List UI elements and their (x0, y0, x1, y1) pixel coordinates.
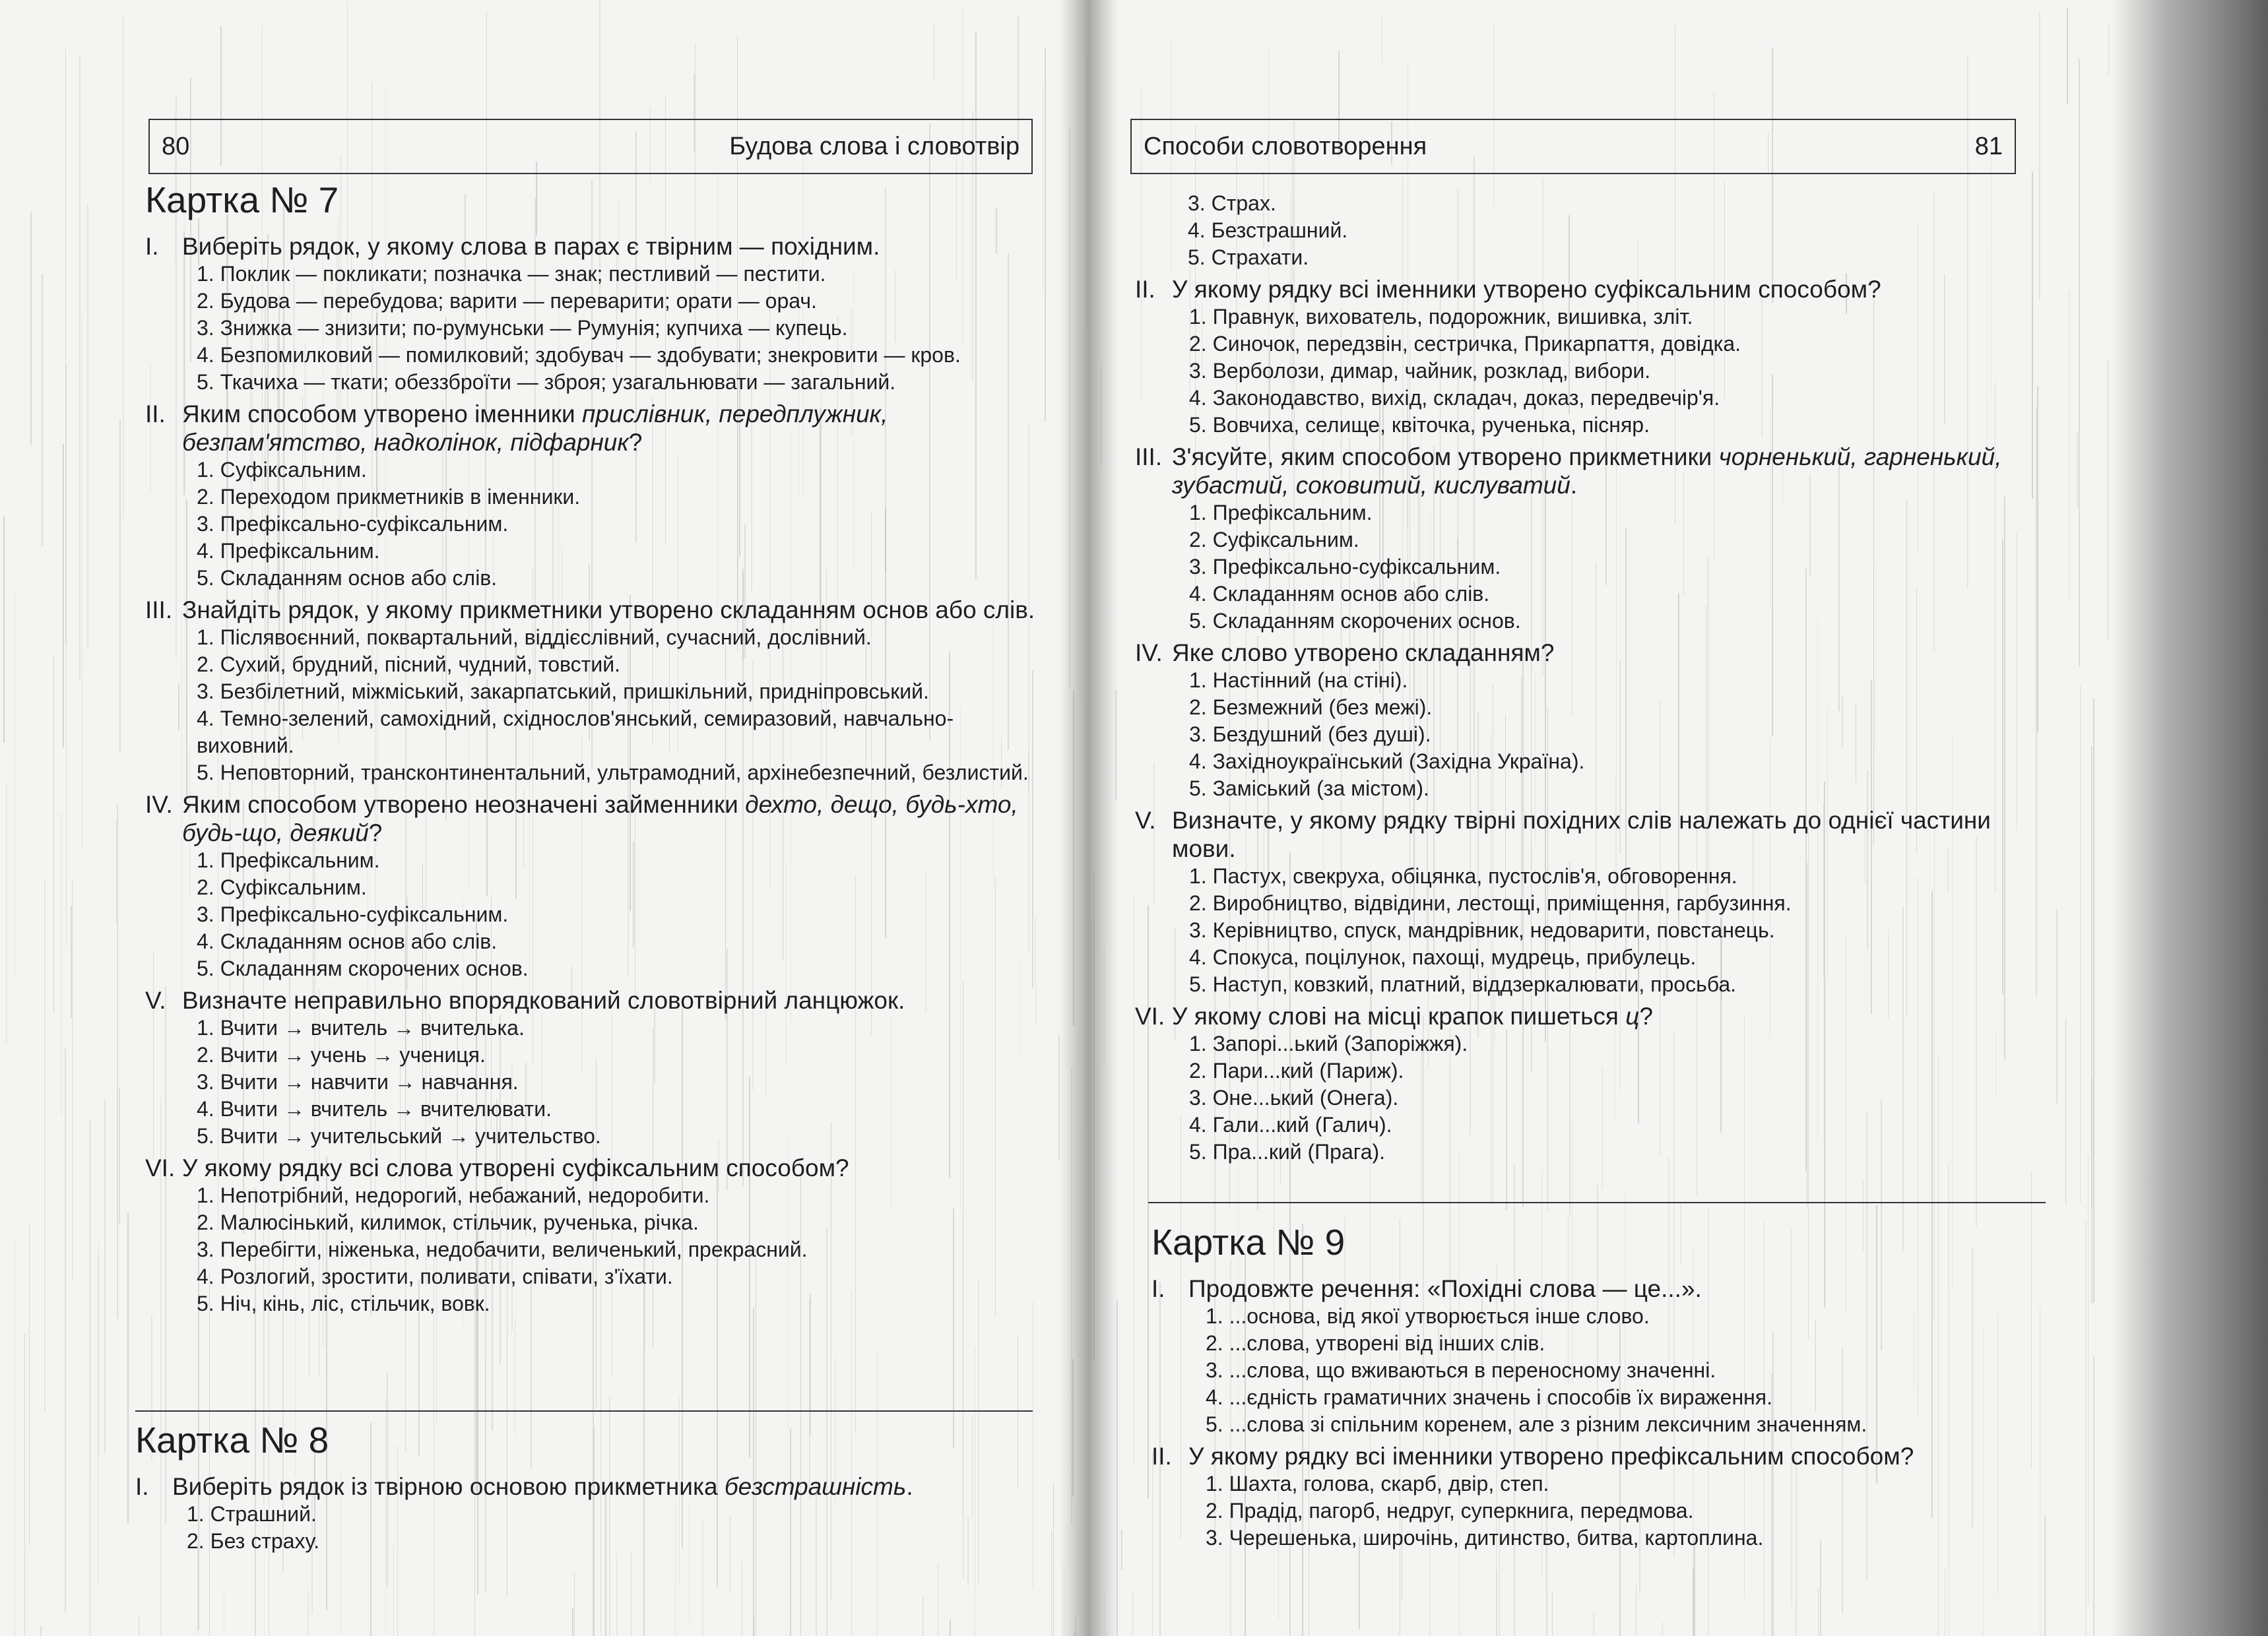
scan-streak (79, 57, 81, 679)
scan-streak (1086, 705, 1087, 1127)
question-number: II. (1135, 276, 1155, 303)
question-body (182, 400, 1043, 456)
answer-option: 5. Заміський (за містом). (1189, 776, 1429, 800)
answer-option: 1. ...основа, від якої утворюється інше слово. (1206, 1304, 1650, 1328)
question-text (145, 232, 1043, 261)
scan-streak (1104, 949, 1105, 1065)
scan-streak (104, 1100, 106, 1453)
scan-streak (1117, 1300, 1118, 1636)
question-number: III. (1135, 443, 1163, 470)
question (145, 1154, 1043, 1317)
answer-option: 5. Складанням скорочених основ. (1189, 609, 1521, 633)
question-emphasis: прислівник, передплужник, безпам'ятство, надколінок, підфарник (182, 400, 888, 456)
scan-streak (42, 274, 43, 546)
question-body (1172, 443, 2039, 499)
answer-option: 3. Знижка — знизити; по-румунськи — Румунія; купчиха — купець. (197, 316, 848, 340)
scan-streak (63, 444, 64, 747)
answer-option: 3. Бездушний (без душі). (1189, 722, 1431, 746)
answer-option: 3. Префіксально-суфіксальним. (1189, 555, 1501, 579)
question-text (145, 596, 1043, 624)
question-tail: ? (1639, 1003, 1653, 1030)
answer-option: 3. Безбілетний, міжміський, закарпатський, пришкільний, придніпровський. (197, 679, 929, 703)
question-number: II. (145, 400, 166, 427)
question-emphasis: дехто, дещо, будь-хто, будь-що, деякий (182, 791, 1018, 846)
question-text (1151, 1442, 2046, 1470)
scan-streak (1058, 1034, 1060, 1160)
running-title: Будова слова і словотвір (729, 132, 1020, 160)
answer-option: 2. Пари...кий (Париж). (1189, 1059, 1404, 1083)
card-9 (1151, 1219, 2046, 1552)
answer-option: 3. Префіксально-суфіксальним. (197, 902, 509, 926)
question-body: Визначте, у якому рядку твірні похідних слів належать до однієї частини мови. (1172, 807, 1991, 862)
question-number: IV. (145, 791, 173, 818)
question-number: I. (135, 1473, 149, 1500)
scan-streak (71, 906, 72, 1018)
question (145, 400, 1043, 592)
card-title: Картка № 7 (145, 179, 339, 220)
scan-streak (44, 879, 46, 1411)
answer-option: 2. Суфіксальним. (1189, 528, 1359, 551)
question-text (145, 986, 1043, 1015)
scan-streak (1093, 871, 1095, 1360)
answer-option: 5. Ткачиха — ткати; обеззброїти — зброя; узагальнювати — загальний. (197, 370, 896, 394)
scan-streak (116, 820, 117, 924)
question-lead: У якому слові на місці крапок пишеться (1172, 1003, 1626, 1030)
question-text (145, 790, 1043, 847)
answer-option: 5. Пра...кий (Прага). (1189, 1140, 1386, 1164)
page-number: 81 (1974, 132, 2003, 160)
answer-option: 5. ...слова зі спільним коренем, але з різним лексичним значенням. (1206, 1412, 1867, 1436)
question-lead: Яким способом утворено іменники (182, 400, 583, 427)
scan-streak (1053, 1482, 1054, 1636)
left-page (119, 0, 1043, 1636)
question-number: VI. (1135, 1003, 1165, 1030)
answer-option: 5. Вовчиха, селище, квіточка, рученька, пісняр. (1189, 413, 1650, 437)
question-list (135, 1472, 1039, 1555)
spine-shadow (1059, 0, 1118, 1636)
question-number: I. (145, 233, 159, 260)
question-text (1135, 275, 2039, 303)
scan-streak (2077, 433, 2078, 507)
scan-streak (1091, 919, 1092, 1361)
question-text (1135, 639, 2039, 667)
answer-option: 3. Перебігти, ніженька, недобачити, величенький, прекрасний. (197, 1238, 808, 1261)
scan-streak (117, 804, 118, 1319)
question-body: Знайдіть рядок, у якому прикметники утворено складанням основ або слів. (182, 596, 1035, 623)
question-number: V. (1135, 807, 1156, 834)
question (1135, 806, 2039, 998)
question-text (135, 1472, 1039, 1501)
question (1135, 1002, 2039, 1166)
answer-option: 4. Вчити → вчитель → вчителювати. (197, 1097, 552, 1121)
question-body (182, 790, 1043, 847)
answer-option: 2. Виробництво, відвідини, лестощі, приміщення, гарбузиння. (1189, 891, 1792, 915)
page-number: 80 (162, 132, 190, 160)
scan-streak (2093, 1356, 2094, 1636)
answer-option: 3. Верболози, димар, чайник, розклад, вибори. (1189, 359, 1651, 383)
scan-streak (3, 517, 5, 743)
answer-option: 1. Настінний (на стіні). (1189, 668, 1408, 692)
question-body: У якому рядку всі іменники утворено префіксальним способом? (1188, 1443, 1914, 1470)
section-divider (1148, 1202, 2046, 1203)
question-lead: З'ясуйте, яким способом утворено прикметники (1172, 443, 1719, 470)
answer-option: 5. Неповторний, трансконтинентальний, ультрамодний, архінебезпечний, безлистий. (197, 761, 1029, 784)
scan-streak (66, 365, 67, 945)
scan-streak (98, 1243, 99, 1454)
question-text (145, 1154, 1043, 1182)
question-body: Яке слово утворено складанням? (1172, 639, 1555, 666)
answer-option: 3. Керівництво, спуск, мандрівник, недоварити, повстанець. (1189, 918, 1775, 942)
question-number: I. (1151, 1275, 1165, 1302)
answer-option: 3. Оне...ький (Онега). (1189, 1086, 1399, 1110)
question-text (145, 400, 1043, 456)
question-body (1172, 1002, 2039, 1030)
scan-streak (1051, 1530, 1052, 1636)
answer-option: 2. Сухий, брудний, пісний, чудний, товстий. (197, 652, 620, 676)
answer-option: 1. Шахта, голова, скарб, двір, степ. (1206, 1472, 1549, 1495)
scan-streak (30, 212, 32, 445)
scan-streak (2093, 699, 2094, 1303)
question (135, 1472, 1039, 1555)
scan-streak (29, 1222, 30, 1545)
answer-option: 3. Черешенька, широчінь, дитинство, битва, картоплина. (1206, 1526, 1764, 1550)
question (1135, 275, 2039, 439)
answer-option: 4. Розлогий, зростити, поливати, співати, з'їхати. (197, 1265, 673, 1288)
scan-streak (1086, 57, 1087, 328)
question-body (172, 1472, 1039, 1501)
carried-options (1135, 190, 2039, 271)
answer-option: 2. Без страху. (187, 1529, 320, 1553)
scan-streak (2080, 685, 2081, 1203)
question-tail: . (906, 1473, 913, 1500)
question-tail: . (1570, 472, 1578, 499)
question-number: III. (145, 596, 173, 623)
answer-option: 3. Страх. (1188, 191, 1276, 215)
question-emphasis: безстрашність (724, 1473, 907, 1500)
right-page (1122, 0, 2046, 1636)
answer-option: 4. Складанням основ або слів. (197, 929, 498, 953)
scan-streak (2079, 59, 2080, 667)
answer-option: 2. Будова — перебудова; варити — переварити; орати — орач. (197, 289, 817, 313)
question (1151, 1442, 2046, 1552)
scan-streak (1073, 691, 1074, 1026)
scan-streak (2108, 23, 2109, 76)
answer-option: 3. ...слова, що вживаються в переносному значенні. (1206, 1358, 1716, 1382)
scan-streak (2091, 1077, 2092, 1208)
scan-streak (72, 879, 73, 1282)
answer-option: 1. Запорі...ький (Запоріжжя). (1189, 1032, 1468, 1055)
question (145, 232, 1043, 396)
answer-option: 1. Пастух, свекруха, обіцянка, пустослів'я, обговорення. (1189, 864, 1737, 888)
answer-option: 4. Гали...кий (Галич). (1189, 1113, 1392, 1137)
answer-option: 5. Ніч, кінь, ліс, стільчик, вовк. (197, 1292, 490, 1315)
scan-streak (2069, 292, 2070, 602)
scan-streak (53, 656, 54, 1013)
answer-option: 2. Прадід, пагорб, недруг, суперкнига, передмова. (1206, 1499, 1694, 1523)
answer-option: 2. Суфіксальним. (197, 875, 367, 899)
answer-option: 1. Вчити → вчитель → вчителька. (197, 1016, 525, 1040)
answer-option: 1. Поклик — покликати; позначка — знак; пестливий — пестити. (197, 262, 826, 286)
answer-option: 4. Західноукраїнський (Західна Україна). (1189, 749, 1585, 773)
answer-option: 5. Складанням скорочених основ. (197, 957, 529, 980)
question-number: V. (145, 987, 166, 1014)
answer-option: 5. Складанням основ або слів. (197, 566, 498, 590)
answer-option: 4. Префіксальним. (197, 539, 380, 563)
question-body: Визначте неправильно впорядкований словотвірний ланцюжок. (182, 987, 905, 1014)
answer-option: 5. Вчити → учительський → учительство. (197, 1124, 601, 1148)
answer-option: 3. Префіксально-суфіксальним. (197, 512, 509, 536)
question-emphasis: ц (1625, 1003, 1640, 1030)
scan-streak (2056, 909, 2057, 1104)
scan-streak (24, 1334, 25, 1636)
answer-option: 1. Післявоєнний, поквартальний, віддієслівний, сучасний, дослівний. (197, 625, 872, 649)
scan-streak (2091, 746, 2092, 1304)
answer-option: 1. Суфіксальним. (197, 458, 367, 482)
question-lead: Виберіть рядок із твірною основою прикметника (172, 1473, 725, 1500)
answer-option: 4. ...єдність граматичних значень і способів їх вираження. (1206, 1385, 1773, 1409)
question (145, 790, 1043, 982)
scan-streak (40, 1626, 42, 1636)
card-8-continued (1135, 190, 2039, 1166)
question-number: II. (1151, 1443, 1172, 1470)
running-title: Способи словотворення (1144, 132, 1427, 160)
scan-streak (1072, 1359, 1074, 1496)
question-text (1135, 443, 2039, 499)
scan-streak (87, 204, 88, 648)
question-number: IV. (1135, 639, 1163, 666)
answer-option: 4. Складанням основ або слів. (1189, 582, 1490, 606)
question-emphasis: чорненький, гарненький, зубастий, соковитий, кислуватий (1172, 443, 2002, 499)
card-8 (135, 1417, 1039, 1555)
answer-option: 1. Префіксальним. (1189, 501, 1373, 524)
question (1135, 639, 2039, 802)
scan-streak (1069, 128, 1070, 689)
answer-option: 4. Безстрашний. (1188, 218, 1348, 242)
right-edge-shadow (2112, 0, 2268, 1636)
question (145, 596, 1043, 786)
answer-option: 1. Правнук, вихователь, подорожник, вишивка, зліт. (1189, 305, 1693, 329)
scan-streak (1045, 47, 1046, 422)
scan-streak (65, 49, 66, 645)
question-list (1135, 275, 2039, 1166)
scan-streak (2085, 1220, 2087, 1636)
scan-streak (65, 1049, 66, 1613)
answer-option: 4. Безпомилковий — помилковий; здобувач — здобувати; знекровити — кров. (197, 343, 961, 367)
answer-option: 2. Синочок, передзвін, сестричка, Прикарпаття, довідка. (1189, 332, 1741, 356)
answer-option: 2. Вчити → учень → учениця. (197, 1043, 486, 1067)
scan-streak (1101, 365, 1102, 465)
question-lead: Яким способом утворено неозначені займенники (182, 791, 746, 818)
question-text (1151, 1274, 2046, 1303)
question (1135, 443, 2039, 635)
question-body: Виберіть рядок, у якому слова в парах є твірним — похідним. (182, 233, 880, 260)
answer-option: 4. Спокуса, поцілунок, пахощі, мудрець, прибулець. (1189, 945, 1697, 969)
scan-streak (2067, 8, 2068, 104)
scan-streak (1071, 1069, 1072, 1525)
question (145, 986, 1043, 1150)
scan-streak (1074, 1632, 1076, 1636)
question (1151, 1274, 2046, 1438)
question-body: У якому рядку всі іменники утворено суфіксальним способом? (1172, 276, 1881, 303)
answer-option: 5. Страхати. (1188, 245, 1309, 269)
question-tail: ? (628, 429, 643, 456)
question-number: VI. (145, 1154, 176, 1181)
answer-option: 1. Префіксальним. (197, 848, 380, 872)
answer-option: 2. Малюсінький, килимок, стільчик, рученька, річка. (197, 1211, 699, 1234)
answer-option: 3. Вчити → навчити → навчання. (197, 1070, 519, 1094)
scan-streak (6, 784, 7, 1043)
scan-streak (1115, 689, 1117, 800)
answer-option: 1. Непотрібний, недорогий, небажаний, недоробити. (197, 1183, 710, 1207)
answer-option: 5. Наступ, ковзкий, платний, віддзеркалювати, просьба. (1189, 972, 1737, 996)
card-title: Картка № 8 (135, 1420, 329, 1461)
page-header (1130, 119, 2016, 174)
answer-option: 2. ...слова, утворені від інших слів. (1206, 1331, 1545, 1355)
scan-streak (2065, 1019, 2066, 1205)
question-list (145, 232, 1043, 1317)
answer-option: 1. Страшний. (187, 1502, 317, 1526)
question-body: Продовжте речення: «Похідні слова — це...». (1188, 1275, 1702, 1302)
question-list (1151, 1274, 2046, 1552)
question-body: У якому рядку всі слова утворені суфіксальним способом? (182, 1154, 849, 1181)
question-text (1135, 806, 2039, 863)
scan-streak (2088, 1157, 2089, 1605)
card-7 (145, 177, 1043, 1317)
scan-streak (61, 813, 62, 1115)
answer-option: 4. Темно-зелений, самохідний, східнослов'янський, семиразовий, навчально-виховний. (197, 707, 954, 757)
page-header (148, 119, 1033, 174)
answer-option: 2. Безмежний (без межі). (1189, 695, 1433, 719)
answer-option: 4. Законодавство, вихід, складач, доказ, передвечір'я. (1189, 386, 1720, 410)
card-title: Картка № 9 (1151, 1222, 1345, 1263)
question-tail: ? (368, 819, 383, 846)
answer-option: 2. Переходом прикметників в іменники. (197, 485, 581, 509)
section-divider (135, 1410, 1033, 1412)
question-text (1135, 1002, 2039, 1030)
